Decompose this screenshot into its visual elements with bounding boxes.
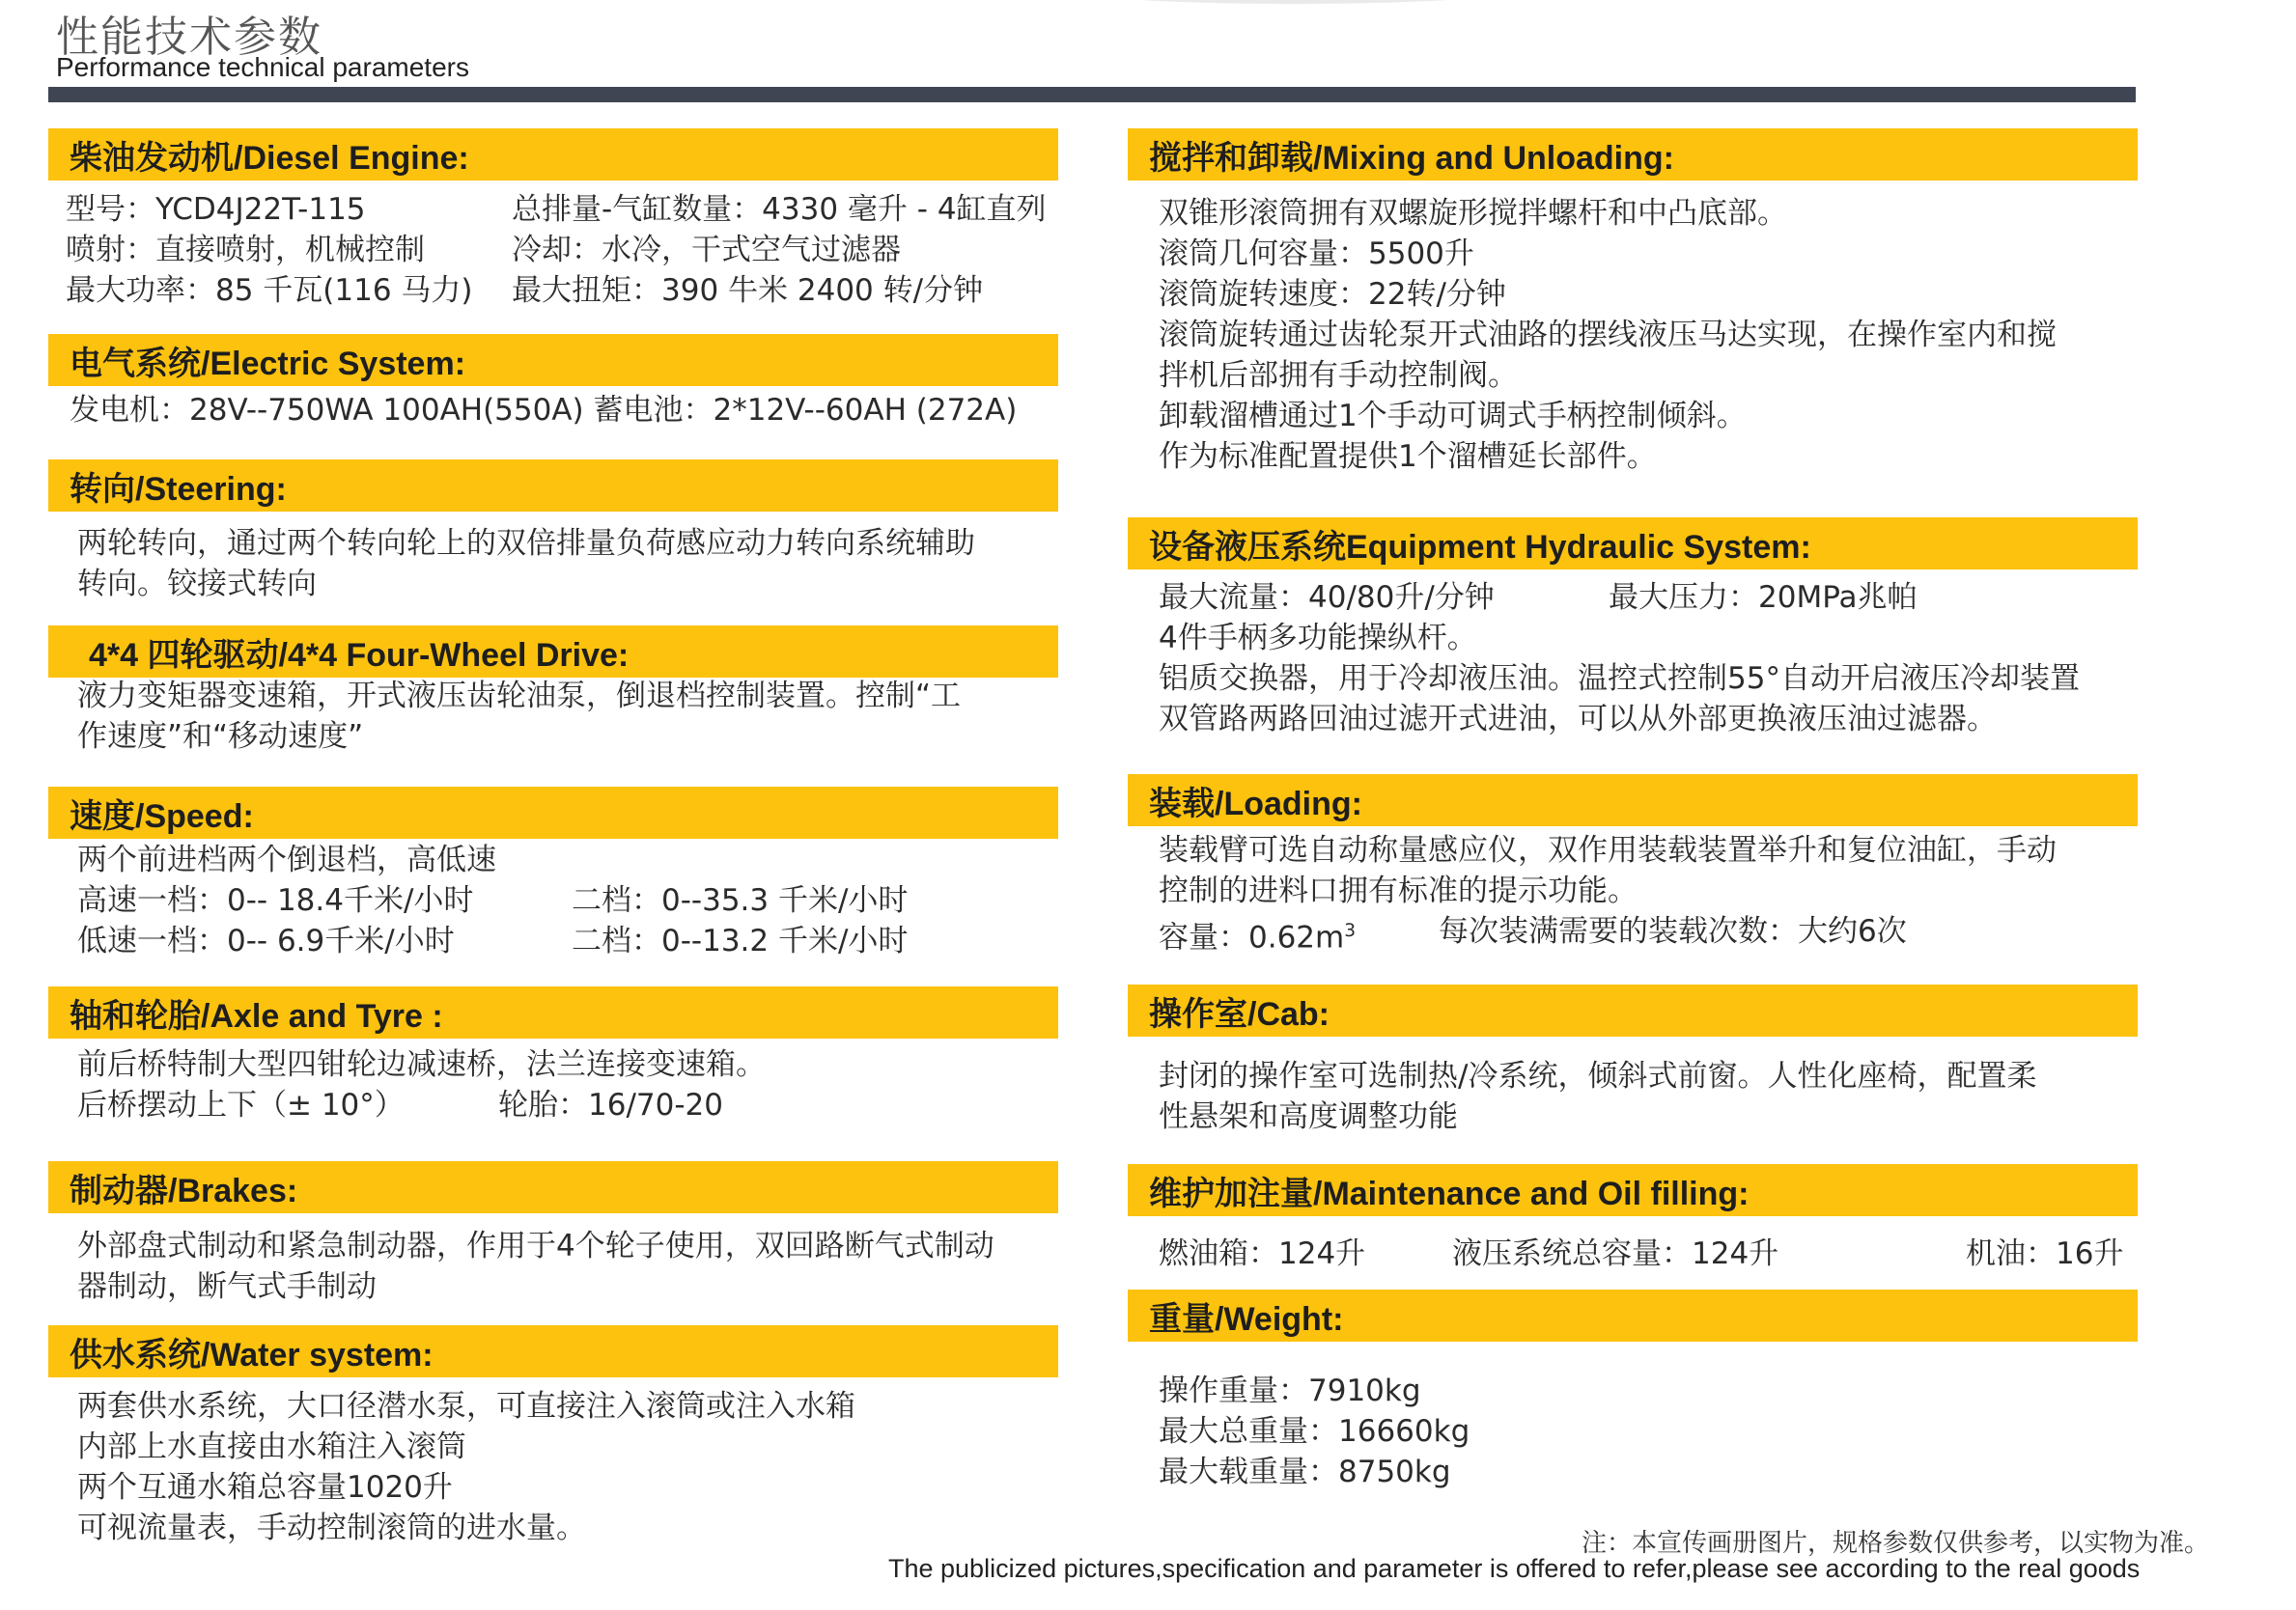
page-title: 性能技术参数 [56,13,322,62]
section-title-water-system: 供水系统/Water system: [48,1325,1058,1377]
weight-max-payload: 最大载重量：8750kg [1159,1455,1451,1489]
page-subtitle: Performance technical parameters [56,52,469,82]
mixing-line-1: 双锥形滚筒拥有双螺旋形搅拌螺杆和中凸底部。 [1159,196,1787,231]
axle-oscillation: 后桥摆动上下（± 10°） [77,1088,405,1123]
water-line-1: 两套供水系统，大口径潜水泵，可直接注入滚筒或注入水箱 [77,1389,855,1424]
speed-low-second: 二档：0--13.2 千米/小时 [572,924,909,958]
decorative-arc [1023,0,1564,4]
maintenance-engine-oil: 机油：16升 [1966,1236,2124,1271]
engine-injection: 喷射：直接喷射，机械控制 [66,233,425,267]
speed-low-first: 低速一档：0-- 6.9千米/小时 [77,924,455,958]
speed-gears: 两个前进档两个倒退档，高低速 [77,843,496,877]
section-title-speed: 速度/Speed: [48,787,1058,839]
loading-capacity-unit-exponent: 3 [1344,921,1357,941]
drive-line-1: 液力变矩器变速箱，开式液压齿轮油泵，倒退档控制装置。控制“工 [77,679,962,713]
section-title-loading: 装载/Loading: [1128,774,2138,826]
section-title-mixing-and-unloading: 搅拌和卸载/Mixing and Unloading: [1128,128,2138,180]
steering-line-2: 转向。铰接式转向 [77,567,317,601]
disclaimer-chinese: 注：本宣传画册图片，规格参数仅供参考，以实物为准。 [1581,1529,2209,1558]
mixing-line-6: 卸载溜槽通过1个手动可调式手柄控制倾斜。 [1159,399,1747,433]
section-title-equipment-hydraulic-system: 设备液压系统Equipment Hydraulic System: [1128,517,2138,569]
mixing-line-2: 滚筒几何容量：5500升 [1159,236,1474,271]
hydraulic-max-flow: 最大流量：40/80升/分钟 [1159,580,1495,615]
section-title-axle-and-tyre: 轴和轮胎/Axle and Tyre : [48,986,1058,1039]
hydraulic-line-4: 双管路两路回油过滤开式进油，可以从外部更换液压油过滤器。 [1159,702,1997,736]
header-divider [48,87,2136,102]
electric-specs: 发电机：28V--750WA 100AH(550A) 蓄电池：2*12V--60AH (272A) [70,393,1018,428]
loading-capacity-value: 容量：0.62m [1159,920,1345,956]
mixing-line-5: 拌机后部拥有手动控制阀。 [1159,358,1518,393]
brakes-line-2: 器制动，断气式手制动 [77,1269,377,1304]
section-title-steering: 转向/Steering: [48,459,1058,512]
engine-max-torque: 最大扭矩：390 牛米 2400 转/分钟 [512,273,984,308]
cab-line-2: 性悬架和高度调整功能 [1159,1099,1458,1134]
water-line-2: 内部上水直接由水箱注入滚筒 [77,1430,466,1464]
mixing-line-7: 作为标准配置提供1个溜槽延长部件。 [1159,439,1657,474]
maintenance-hydraulic-capacity: 液压系统总容量：124升 [1452,1236,1779,1271]
engine-cooling: 冷却：水冷，干式空气过滤器 [512,233,901,267]
section-title-weight: 重量/Weight: [1128,1290,2138,1342]
axle-line-1: 前后桥特制大型四钳轮边减速桥，法兰连接变速箱。 [77,1047,766,1082]
section-title-cab: 操作室/Cab: [1128,985,2138,1037]
section-title-diesel-engine: 柴油发动机/Diesel Engine: [48,128,1058,180]
brakes-line-1: 外部盘式制动和紧急制动器，作用于4个轮子使用，双回路断气式制动 [77,1229,994,1263]
maintenance-fuel-tank: 燃油箱：124升 [1159,1236,1366,1271]
steering-line-1: 两轮转向，通过两个转向轮上的双倍排量负荷感应动力转向系统辅助 [77,526,975,561]
disclaimer-english: The publicized pictures,specification and parameter is offered to refer,please see according to the real goods [888,1554,2141,1583]
loading-line-2: 控制的进料口拥有标准的提示功能。 [1159,874,1638,908]
section-title-maintenance-and-oil-filling: 维护加注量/Maintenance and Oil filling: [1128,1164,2138,1216]
cab-line-1: 封闭的操作室可选制热/冷系统，倾斜式前窗。人性化座椅，配置柔 [1159,1059,2037,1094]
speed-high-first: 高速一档：0-- 18.4千米/小时 [77,883,474,918]
water-line-4: 可视流量表，手动控制滚筒的进水量。 [77,1511,586,1545]
section-title-four-wheel-drive: 4*4 四轮驱动/4*4 Four-Wheel Drive: [48,625,1058,678]
weight-max-gross: 最大总重量：16660kg [1159,1414,1470,1449]
hydraulic-line-3: 铝质交换器，用于冷却液压油。温控式控制55°自动开启液压冷却装置 [1159,661,2080,696]
section-title-electric-system: 电气系统/Electric System: [48,334,1058,386]
engine-model: 型号：YCD4J22T-115 [66,192,366,227]
hydraulic-max-pressure: 最大压力：20MPa兆帕 [1609,580,1918,615]
axle-tyre: 轮胎：16/70-20 [498,1088,723,1123]
weight-operating: 操作重量：7910kg [1159,1374,1421,1408]
mixing-line-4: 滚筒旋转通过齿轮泵开式油路的摆线液压马达实现，在操作室内和搅 [1159,318,2057,352]
loading-capacity [1159,911,1356,958]
water-line-3: 两个互通水箱总容量1020升 [77,1470,453,1505]
loading-count: 每次装满需要的装载次数：大约6次 [1439,914,1907,949]
mixing-line-3: 滚筒旋转速度：22转/分钟 [1159,277,1506,312]
engine-max-power: 最大功率：85 千瓦(116 马力) [66,273,473,308]
section-title-brakes: 制动器/Brakes: [48,1161,1058,1213]
engine-displacement: 总排量-气缸数量：4330 毫升 - 4缸直列 [512,192,1047,227]
drive-line-2: 作速度”和“移动速度” [77,719,364,754]
speed-high-second: 二档：0--35.3 千米/小时 [572,883,909,918]
loading-line-1: 装载臂可选自动称量感应仪，双作用装载装置举升和复位油缸，手动 [1159,833,2057,868]
hydraulic-line-2: 4件手柄多功能操纵杆。 [1159,621,1477,655]
